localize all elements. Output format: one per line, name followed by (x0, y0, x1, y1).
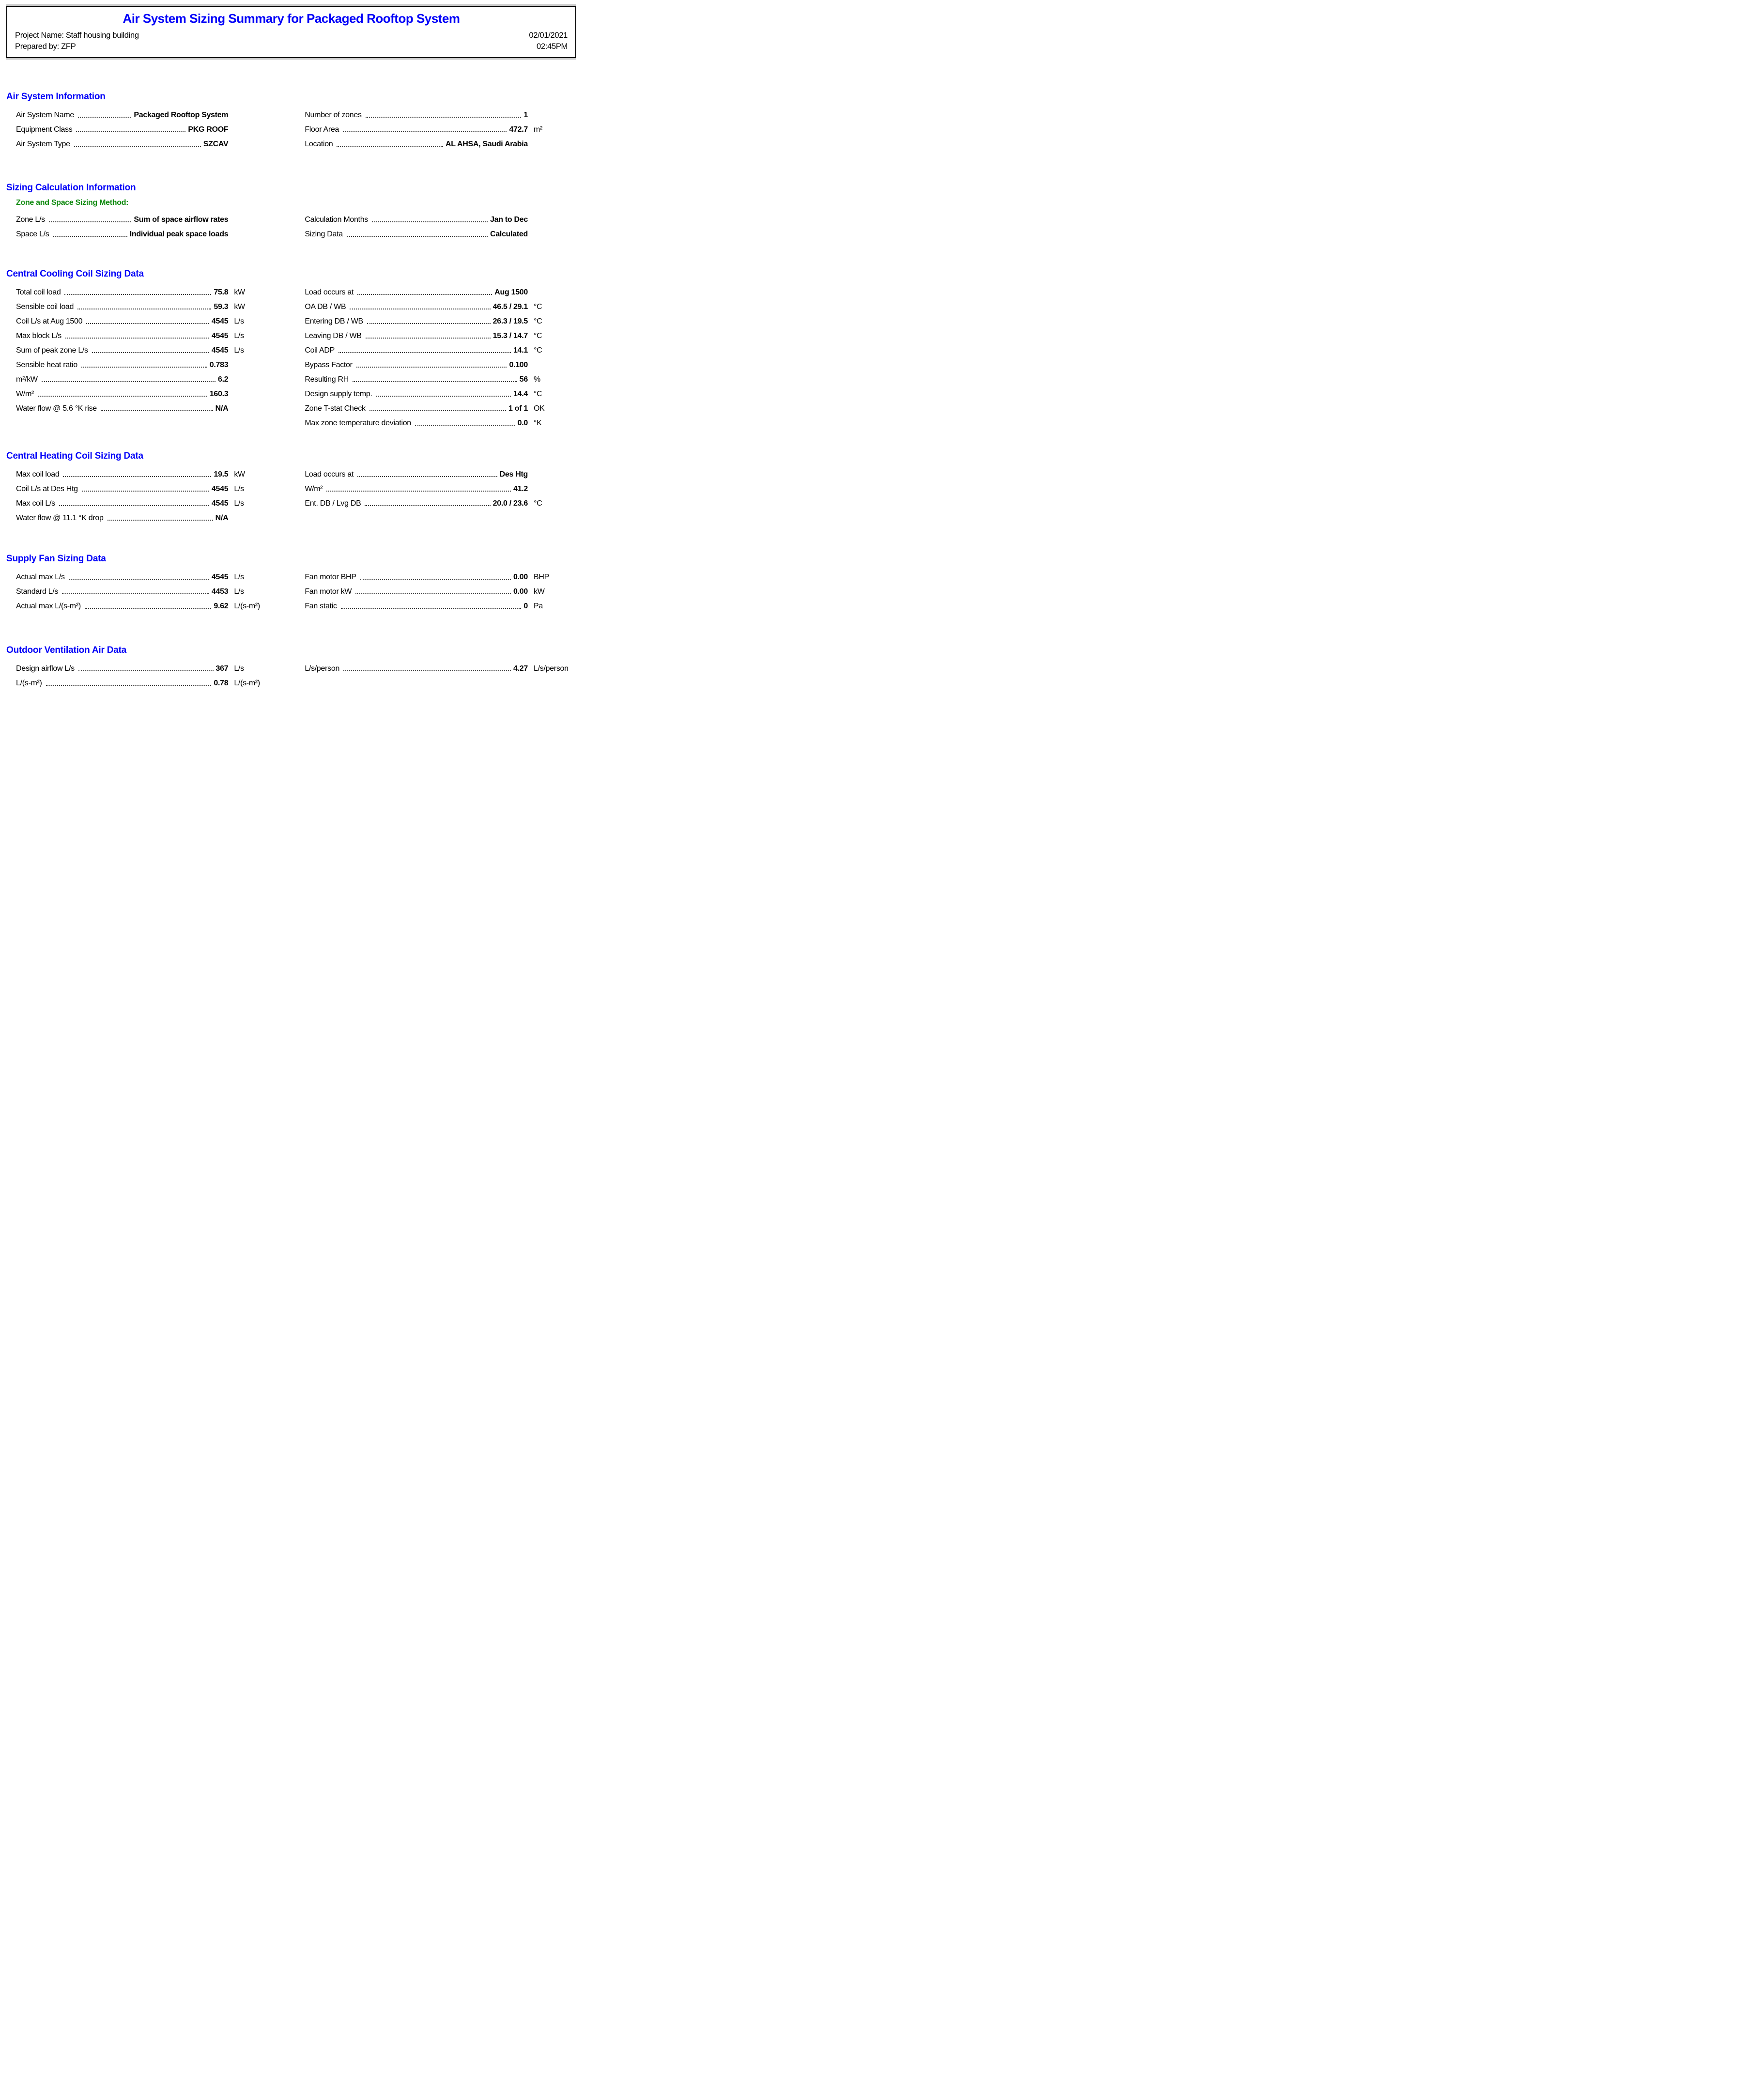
dot-leader (367, 323, 491, 324)
data-row (295, 479, 576, 494)
dot-leader (86, 323, 209, 324)
dot-leader (343, 131, 507, 132)
dot-leader (108, 520, 213, 521)
row-value: N/A (215, 404, 229, 413)
dot-leader (42, 381, 215, 382)
dot-leader (63, 476, 211, 477)
data-row (295, 370, 576, 384)
section-central-cooling-coil-sizing-data (6, 269, 576, 428)
right-column (295, 210, 576, 239)
row-value: 4545 (211, 573, 229, 581)
row-label: Coil L/s at Des Htg (16, 485, 78, 493)
data-row (6, 311, 277, 326)
row-label: Design airflow L/s (16, 664, 75, 673)
row-value: Packaged Rooftop System (134, 111, 229, 119)
row-label: Space L/s (16, 230, 49, 238)
row-value: 1 of 1 (508, 404, 528, 413)
data-row (295, 134, 576, 149)
data-row (295, 494, 576, 508)
row-unit: OK (534, 404, 545, 413)
row-value: SZCAV (203, 140, 229, 148)
left-column (6, 464, 277, 523)
row-unit: °C (534, 317, 542, 325)
data-row (295, 413, 576, 428)
data-row (295, 582, 576, 596)
section-heading: Central Cooling Coil Sizing Data (6, 269, 144, 279)
row-value: 20.0 / 23.6 (492, 499, 528, 508)
row-label: Floor Area (305, 125, 339, 134)
row-unit: BHP (534, 573, 549, 581)
section-columns (6, 105, 576, 149)
row-label: Fan motor kW (305, 587, 352, 596)
row-label: Coil ADP (305, 346, 335, 355)
row-unit: °C (534, 499, 542, 508)
row-value: 4545 (211, 332, 229, 340)
right-column (295, 659, 576, 673)
data-row (6, 508, 277, 523)
row-label: W/m² (16, 390, 34, 398)
dot-leader (415, 425, 515, 426)
data-row (6, 326, 277, 340)
data-row (295, 326, 576, 340)
row-label: Actual max L/s (16, 573, 65, 581)
prepared-by: Prepared by: ZFP (15, 42, 76, 51)
dot-leader (49, 221, 132, 222)
row-value: 56 (519, 375, 528, 384)
row-value: Individual peak space loads (129, 230, 229, 238)
dot-leader (92, 352, 209, 353)
row-unit: L/(s-m²) (234, 602, 260, 610)
row-label: Max coil L/s (16, 499, 55, 508)
section-columns (6, 282, 576, 428)
data-row (295, 297, 576, 311)
dot-leader (343, 670, 511, 671)
data-row (295, 282, 576, 297)
data-row (6, 224, 277, 239)
data-row (295, 120, 576, 134)
dot-leader (59, 505, 209, 506)
data-row (295, 224, 576, 239)
data-row (6, 659, 277, 673)
row-value: 4545 (211, 485, 229, 493)
row-label: Leaving DB / WB (305, 332, 362, 340)
dot-leader (369, 410, 506, 411)
dot-leader (376, 396, 511, 397)
report-time: 02:45PM (537, 42, 568, 51)
data-row (6, 567, 277, 582)
dot-leader (360, 579, 511, 580)
row-value: 14.1 (513, 346, 528, 355)
row-value: 1 (523, 111, 528, 119)
row-value: Jan to Dec (490, 216, 528, 224)
left-column (6, 659, 277, 688)
row-value: 4545 (211, 317, 229, 325)
row-label: Coil L/s at Aug 1500 (16, 317, 83, 325)
data-row (295, 659, 576, 673)
data-row (295, 399, 576, 413)
data-row (6, 494, 277, 508)
section-columns (6, 567, 576, 611)
left-column (6, 210, 277, 239)
row-label: Bypass Factor (305, 361, 353, 369)
row-label: Zone L/s (16, 216, 45, 224)
data-row (6, 105, 277, 120)
row-label: Sensible heat ratio (16, 361, 77, 369)
report-header-box (6, 6, 576, 58)
dot-leader (355, 593, 511, 594)
dot-leader (78, 117, 131, 118)
row-value: 0.78 (214, 679, 229, 687)
dot-leader (53, 236, 127, 237)
left-column (6, 282, 277, 413)
report-title: Air System Sizing Summary for Packaged Rooftop System (123, 11, 460, 26)
left-column (6, 567, 277, 611)
row-label: Location (305, 140, 333, 148)
row-label: Water flow @ 5.6 °K rise (16, 404, 97, 413)
data-row (6, 673, 277, 688)
dot-leader (365, 505, 490, 506)
section-central-heating-coil-sizing-data (6, 451, 576, 523)
row-value: 367 (215, 664, 229, 673)
section-air-system-information (6, 92, 576, 149)
data-row (295, 355, 576, 370)
data-row (295, 210, 576, 224)
page (0, 6, 584, 706)
dot-leader (62, 593, 209, 594)
dot-leader (366, 117, 522, 118)
row-value: 4545 (211, 499, 229, 508)
row-value: 0.00 (513, 587, 528, 596)
row-value: 59.3 (214, 303, 229, 311)
row-unit: kW (534, 587, 545, 596)
row-unit: °C (534, 346, 542, 355)
row-value: Des Htg (499, 470, 528, 479)
row-label: Fan motor BHP (305, 573, 356, 581)
row-label: Max coil load (16, 470, 60, 479)
row-value: 0.0 (517, 419, 528, 427)
row-value: AL AHSA, Saudi Arabia (445, 140, 528, 148)
data-row (6, 582, 277, 596)
row-unit: L/s (234, 587, 244, 596)
row-value: 46.5 / 29.1 (492, 303, 528, 311)
data-row (295, 311, 576, 326)
row-value: 9.62 (214, 602, 229, 610)
report-date: 02/01/2021 (529, 31, 568, 40)
data-row (295, 464, 576, 479)
dot-leader (353, 381, 517, 382)
row-unit: °C (534, 332, 542, 340)
row-unit: L/(s-m²) (234, 679, 260, 687)
dot-leader (38, 396, 207, 397)
dot-leader (372, 221, 488, 222)
data-row (295, 384, 576, 399)
dot-leader (82, 491, 209, 492)
row-label: Load occurs at (305, 288, 354, 296)
dot-leader (85, 608, 212, 609)
right-column (295, 105, 576, 149)
row-unit: kW (234, 288, 245, 296)
data-row (6, 596, 277, 611)
row-value: 75.8 (214, 288, 229, 296)
dot-leader (356, 367, 507, 368)
row-value: 0.00 (513, 573, 528, 581)
dot-leader (366, 338, 491, 339)
dot-leader (326, 491, 511, 492)
dot-leader (81, 367, 207, 368)
row-label: Max block L/s (16, 332, 62, 340)
row-unit: L/s (234, 317, 244, 325)
row-label: m²/kW (16, 375, 38, 384)
row-label: OA DB / WB (305, 303, 346, 311)
dot-leader (46, 685, 212, 686)
dot-leader (69, 579, 209, 580)
dot-leader (78, 670, 214, 671)
row-label: Equipment Class (16, 125, 73, 134)
data-row (6, 297, 277, 311)
report-body (6, 92, 576, 688)
row-unit: kW (234, 303, 245, 311)
row-unit: L/s (234, 485, 244, 493)
row-unit: °K (534, 419, 542, 427)
data-row (295, 567, 576, 582)
data-row (6, 479, 277, 494)
row-unit: L/s (234, 346, 244, 355)
section-columns (6, 659, 576, 688)
header-row-1 (15, 30, 568, 41)
row-value: 19.5 (214, 470, 229, 479)
row-value: 472.7 (509, 125, 528, 134)
row-label: L/(s-m²) (16, 679, 42, 687)
row-label: Fan static (305, 602, 337, 610)
dot-leader (357, 476, 497, 477)
row-label: Zone T-stat Check (305, 404, 366, 413)
right-column (295, 567, 576, 611)
row-value: PKG ROOF (188, 125, 229, 134)
row-label: W/m² (305, 485, 323, 493)
dot-leader (347, 236, 488, 237)
row-label: Actual max L/(s-m²) (16, 602, 81, 610)
dot-leader (338, 352, 511, 353)
data-row (6, 355, 277, 370)
project-name: Project Name: Staff housing building (15, 31, 139, 40)
row-value: Sum of space airflow rates (134, 216, 229, 224)
data-row (295, 596, 576, 611)
row-value: 160.3 (209, 390, 229, 398)
section-heading: Sizing Calculation Information (6, 183, 136, 193)
right-column (295, 464, 576, 508)
row-value: N/A (215, 514, 229, 522)
row-label: Air System Name (16, 111, 74, 119)
row-label: Number of zones (305, 111, 362, 119)
row-value: 4545 (211, 346, 229, 355)
row-label: Design supply temp. (305, 390, 372, 398)
row-label: Calculation Months (305, 216, 368, 224)
row-label: Ent. DB / Lvg DB (305, 499, 361, 508)
data-row (6, 370, 277, 384)
right-column (295, 282, 576, 428)
row-label: Max zone temperature deviation (305, 419, 411, 427)
section-columns (6, 210, 576, 239)
row-value: 4.27 (513, 664, 528, 673)
row-unit: L/s (234, 664, 244, 673)
row-unit: °C (534, 303, 542, 311)
dot-leader (101, 410, 213, 411)
section-sizing-calculation-information (6, 183, 576, 239)
section-outdoor-ventilation-air-data (6, 645, 576, 688)
row-label: Resulting RH (305, 375, 349, 384)
dot-leader (74, 146, 201, 147)
data-row (6, 340, 277, 355)
data-row (6, 134, 277, 149)
row-unit: L/s (234, 499, 244, 508)
row-label: Sizing Data (305, 230, 343, 238)
row-unit: Pa (534, 602, 543, 610)
data-row (6, 120, 277, 134)
dot-leader (64, 294, 211, 295)
data-row (6, 464, 277, 479)
row-unit: L/s (234, 332, 244, 340)
row-unit: °C (534, 390, 542, 398)
data-row (6, 282, 277, 297)
dot-leader (76, 131, 185, 132)
left-column (6, 105, 277, 149)
dot-leader (357, 294, 492, 295)
data-row (6, 210, 277, 224)
row-label: Load occurs at (305, 470, 354, 479)
row-unit: kW (234, 470, 245, 479)
row-value: Aug 1500 (494, 288, 528, 296)
row-unit: L/s/person (534, 664, 569, 673)
section-heading: Air System Information (6, 92, 106, 102)
row-label: L/s/person (305, 664, 340, 673)
row-label: Water flow @ 11.1 °K drop (16, 514, 104, 522)
row-value: 6.2 (217, 375, 229, 384)
row-value: Calculated (490, 230, 528, 238)
section-subheading: Zone and Space Sizing Method: (16, 199, 129, 207)
data-row (6, 384, 277, 399)
row-value: 0.783 (209, 361, 229, 369)
section-heading: Supply Fan Sizing Data (6, 554, 106, 564)
row-label: Sum of peak zone L/s (16, 346, 88, 355)
dot-leader (337, 146, 443, 147)
row-label: Entering DB / WB (305, 317, 363, 325)
data-row (6, 399, 277, 413)
row-value: 0 (523, 602, 528, 610)
data-row (295, 105, 576, 120)
section-heading: Outdoor Ventilation Air Data (6, 645, 127, 655)
row-unit: L/s (234, 573, 244, 581)
row-value: 4453 (211, 587, 229, 596)
row-value: 15.3 / 14.7 (492, 332, 528, 340)
row-value: 41.2 (513, 485, 528, 493)
header-row-2 (15, 41, 568, 52)
dot-leader (65, 338, 209, 339)
section-heading: Central Heating Coil Sizing Data (6, 451, 143, 461)
data-row (295, 340, 576, 355)
row-value: 26.3 / 19.5 (492, 317, 528, 325)
row-label: Standard L/s (16, 587, 59, 596)
section-supply-fan-sizing-data (6, 554, 576, 611)
row-value: 14.4 (513, 390, 528, 398)
row-label: Sensible coil load (16, 303, 74, 311)
row-value: 0.100 (509, 361, 528, 369)
row-unit: % (534, 375, 540, 384)
section-columns (6, 464, 576, 523)
row-unit: m² (534, 125, 543, 134)
dot-leader (341, 608, 522, 609)
row-label: Total coil load (16, 288, 61, 296)
row-label: Air System Type (16, 140, 70, 148)
